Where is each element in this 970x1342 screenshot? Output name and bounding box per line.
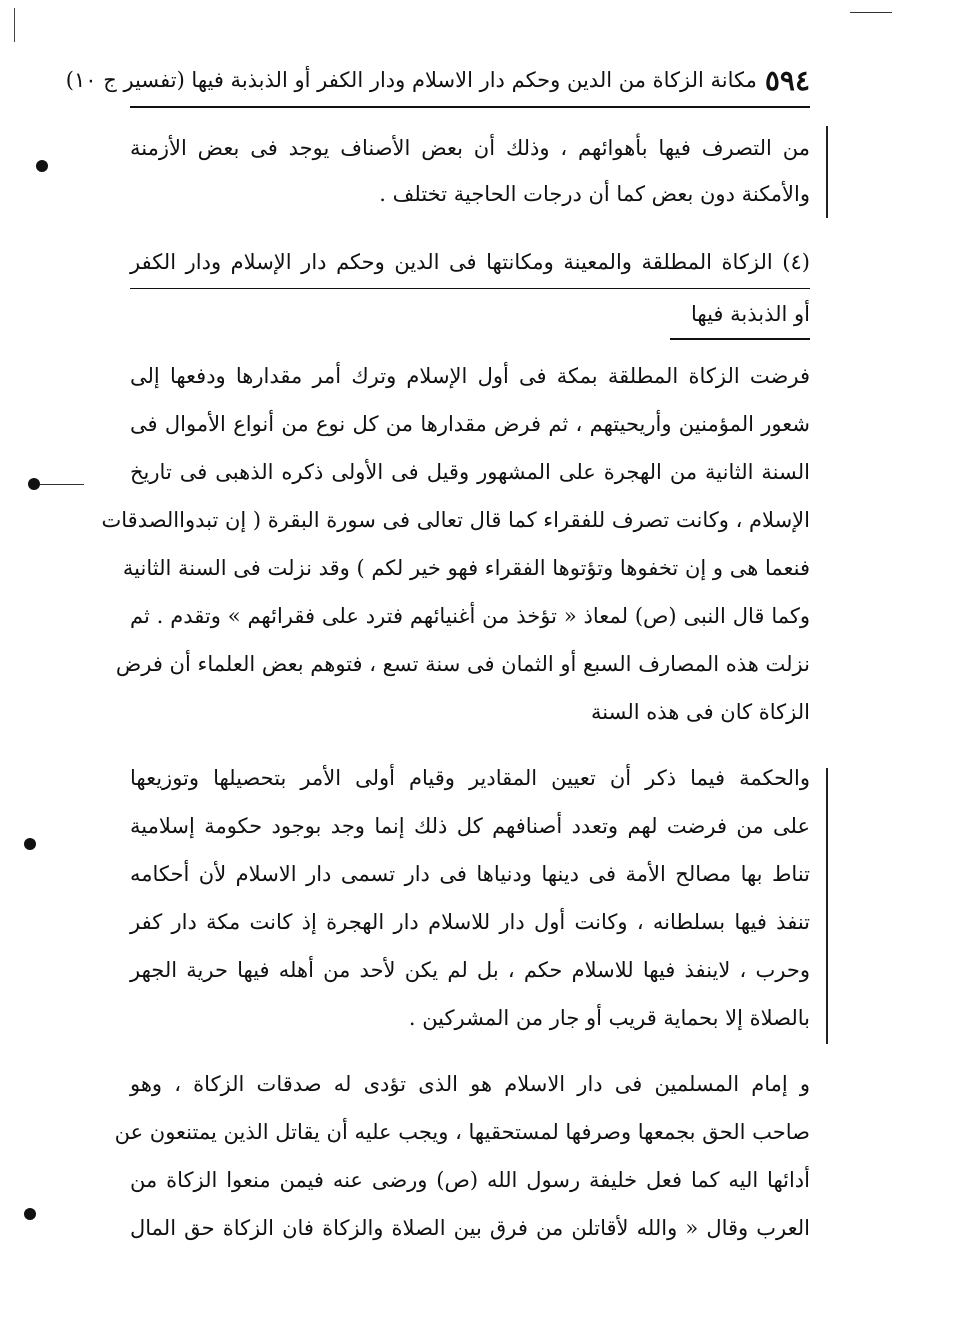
text-line: بالصلاة إلا بحماية قريب أو جار من المشركين . — [408, 1006, 810, 1030]
text-line: نزلت هذه المصارف السبع أو الثمان فى سنة تسع ، فتوهم بعض العلماء أن فرض — [115, 652, 810, 676]
punch-hole-mark — [28, 478, 40, 490]
text-line: الإسلام ، وكانت تصرف للفقراء كما قال تعالى فى سورة البقرة ( إن تبدواالصدقات — [101, 508, 810, 532]
text-line: العرب وقال « والله لأقاتلن من فرق بين الصلاة والزكاة فان الزكاة حق المال — [130, 1216, 810, 1240]
text-line: شعور المؤمنين وأريحيتهم ، ثم فرض مقدارها من كل نوع من أنواع الأموال فى — [130, 412, 810, 436]
header-rule — [130, 106, 810, 108]
text-line: من التصرف فيها بأهوائهم ، وذلك أن بعض الأصناف يوجد فى بعض الأزمنة — [130, 136, 810, 160]
text-line: فنعما هى و إن تخفوها وتؤتوها الفقراء فهو خير لكم ) وقد نزلت فى السنة الثانية — [122, 556, 810, 580]
text-line: و إمام المسلمين فى دار الاسلام هو الذى تؤدى له صدقات الزكاة ، وهو — [130, 1072, 810, 1096]
margin-bar — [826, 768, 828, 1044]
edge-tick — [14, 8, 15, 42]
text-line: فرضت الزكاة المطلقة بمكة فى أول الإسلام وترك أمر مقدارها ودفعها إلى — [130, 364, 810, 388]
text-line: والحكمة فيما ذكر أن تعيين المقادير وقيام أولى الأمر بتحصيلها وتوزيعها — [130, 766, 810, 790]
section-heading-continued: أو الذبذبة فيها — [690, 302, 810, 326]
punch-hole-mark — [24, 1208, 36, 1220]
text-line: صاحب الحق بجمعها وصرفها لمستحقيها ، ويجب عليه أن يقاتل الذين يمتنعون عن — [114, 1120, 810, 1144]
punch-hole-mark — [36, 160, 48, 172]
section-heading: (٤) الزكاة المطلقة والمعينة ومكانتها فى الدين وحكم دار الإسلام ودار الكفر — [130, 250, 810, 274]
text-line: تناط بها مصالح الأمة فى دينها ودنياها فى دار تسمى دار الاسلام لأن أحكامه — [130, 862, 810, 886]
heading-underline — [670, 338, 810, 340]
text-line: الزكاة كان فى هذه السنة — [591, 700, 810, 724]
edge-tick — [40, 484, 84, 485]
text-line: السنة الثانية من الهجرة على المشهور وقيل فى الأولى ذكره الذهبى فى تاريخ — [130, 460, 810, 484]
punch-hole-mark — [24, 838, 36, 850]
text-line: أدائها اليه كما فعل خليفة رسول الله (ص) ورضى عنه فيمن منعوا الزكاة من — [130, 1168, 810, 1192]
text-line: والأمكنة دون بعض كما أن درجات الحاجية تختلف . — [379, 182, 810, 206]
text-line: وكما قال النبى (ص) لمعاذ « تؤخذ من أغنيائهم فترد على فقرائهم » وتقدم . ثم — [130, 604, 810, 628]
edge-tick — [850, 12, 892, 13]
text-line: تنفذ فيها بسلطانه ، وكانت أول دار للاسلام دار الهجرة إذ كانت مكة دار كفر — [130, 910, 810, 934]
margin-bar — [826, 126, 828, 218]
page-number: ٥٩٤ — [764, 63, 810, 97]
running-title: مكانة الزكاة من الدين وحكم دار الاسلام ودار الكفر أو الذبذبة فيها (تفسير ج ١٠) — [65, 68, 757, 92]
section-rule — [130, 288, 810, 289]
running-header — [65, 58, 810, 102]
text-line: على من فرضت لهم وتعدد أصنافهم كل ذلك إنما وجد بوجود حكومة إسلامية — [130, 814, 810, 838]
text-line: وحرب ، لاينفذ فيها للاسلام حكم ، بل لم يكن لأحد من أهله فيها حرية الجهر — [130, 958, 810, 982]
